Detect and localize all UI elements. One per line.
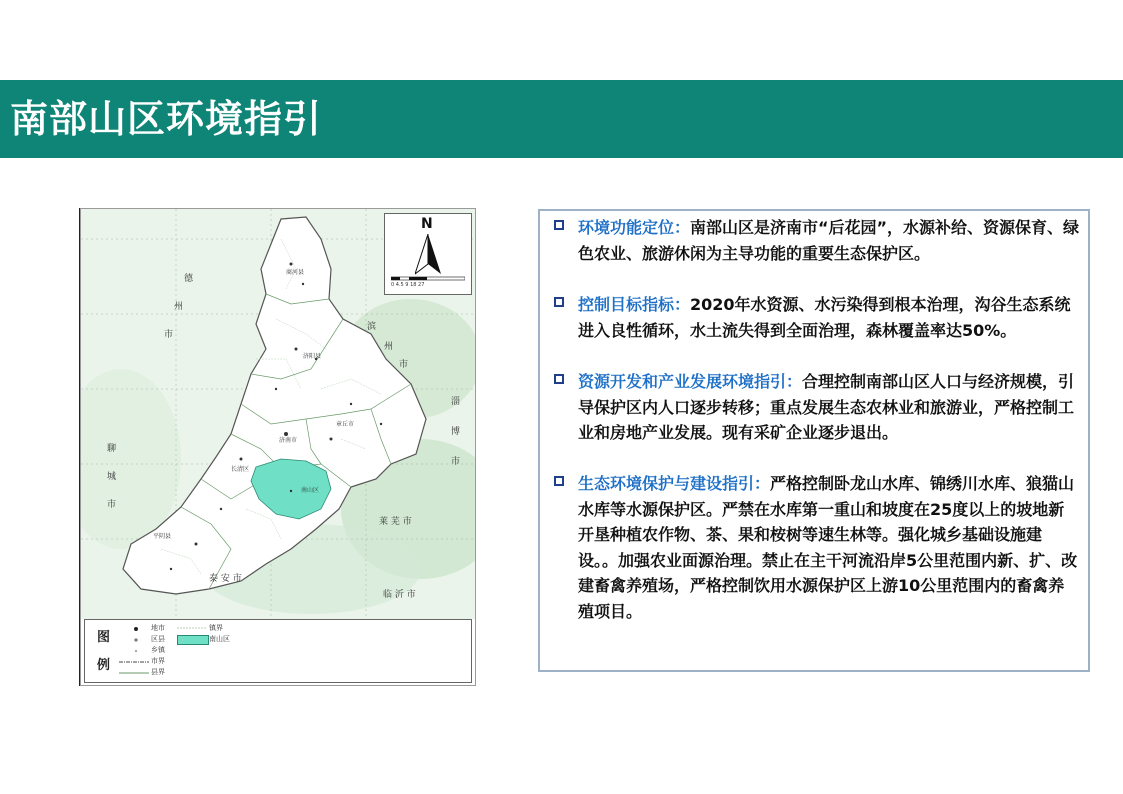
map-legend: [84, 619, 472, 683]
info-body-3: 合理控制南部山区人口与经济规模，引导保护区内人口逐步转移；重点发展生态农林业和旅游业，严格控制工业和房地产业发展。现有采矿企业逐步退出。: [578, 372, 1075, 442]
map-label-laiwu: 莱 芜 市: [379, 517, 412, 527]
page-title: 南部山区环境指引: [10, 97, 323, 141]
info-body-2: 2020年水资源、水污染得到根本治理，沟谷生态系统进入良性循环，水土流失得到全面治理，森林覆盖率达50%。: [578, 295, 1071, 340]
info-heading-2: 控制目标指标：: [578, 295, 691, 314]
info-heading-4: 生态环境保护与建设指引：: [578, 474, 771, 493]
legend-nanshan-swatch: [177, 635, 209, 645]
square-bullet-icon: [554, 297, 564, 307]
legend-town-border-icon: [177, 626, 207, 630]
info-heading-1: 环境功能定位：: [578, 218, 691, 237]
legend-title-a: 图: [97, 630, 111, 645]
map-label-zibo-2: 博: [451, 427, 461, 437]
map-label-dezhou-1: 德: [184, 274, 194, 284]
info-item-4: [548, 471, 1080, 624]
legend-city-icon: [133, 626, 139, 632]
info-body-4: 严格控制卧龙山水库、锦绣川水库、狼猫山水库等水源保护区。严禁在水库第一重山和坡度在25度以上的坡地新开垦种植农作物、茶、果和桉树等速生林等。强化城乡基础设施建设。。加强农业面源治理。禁止在主干河流沿岸5公里范围内新、扩、改建畜禽养殖场，严格控制饮用水源保护区上游10公里范围内的畜禽养殖项目。: [578, 474, 1078, 621]
info-item-3: [548, 369, 1080, 446]
north-arrow-box: [384, 213, 472, 295]
legend-district-icon: [133, 637, 139, 643]
map-label-jiyang: 济阳县: [303, 353, 322, 360]
map-label-shanghe: 商河县: [286, 269, 305, 276]
square-bullet-icon: [554, 220, 564, 230]
legend-town-border: 镇界: [209, 624, 223, 632]
info-item-2: [548, 292, 1080, 343]
map-label-liaocheng-1: 聊: [107, 444, 117, 454]
info-body-1: 南部山区是济南市“后花园”，水源补给、资源保育、绿色农业、旅游休闲为主导功能的重要生态保护区。: [578, 218, 1080, 263]
legend-nanshan: 南山区: [209, 635, 230, 643]
legend-city: 地市: [151, 624, 165, 632]
info-item-1: [548, 215, 1080, 266]
map-label-jinan: 济南市: [279, 437, 298, 444]
legend-county-border: 县界: [151, 668, 165, 676]
legend-town: 乡镇: [151, 646, 165, 654]
map-label-liaocheng-2: 城: [107, 472, 117, 482]
map-label-linyi: 临 沂 市: [383, 590, 416, 600]
map-label-liaocheng-3: 市: [107, 500, 117, 510]
info-panel: [538, 209, 1090, 672]
square-bullet-icon: [554, 374, 564, 384]
legend-county-border-icon: [119, 671, 149, 675]
map-label-binzhou-2: 州: [384, 342, 394, 352]
map-label-zhangqiu: 章丘市: [336, 421, 355, 428]
legend-town-icon: [133, 648, 139, 654]
legend-district: 区县: [151, 635, 165, 643]
map-label-pingyin: 平阴县: [153, 533, 172, 540]
legend-city-border: 市界: [151, 657, 165, 665]
map-label-dezhou-3: 市: [164, 330, 174, 340]
legend-city-border-icon: [119, 660, 149, 664]
legend-title-b: 例: [97, 658, 111, 673]
scale-bar-label: 0 4.5 9 18 27: [391, 282, 425, 288]
map-label-binzhou-3: 市: [399, 360, 409, 370]
map-label-taian: 泰 安 市: [209, 574, 242, 584]
title-bar: [0, 80, 1123, 158]
info-heading-3: 资源开发和产业发展环境指引：: [578, 372, 803, 391]
north-label: N: [421, 216, 433, 232]
map-label-dezhou-2: 州: [174, 302, 184, 312]
map-label-zibo-3: 市: [451, 457, 461, 467]
north-arrow-icon: [415, 234, 441, 276]
square-bullet-icon: [554, 476, 564, 486]
map-label-binzhou-1: 滨: [367, 322, 377, 332]
map-label-changqing: 长清区: [231, 466, 250, 473]
map-label-zibo-1: 淄: [451, 397, 461, 407]
scale-bar-icon: [391, 276, 465, 281]
region-map: [80, 208, 476, 686]
map-label-nanshan: 南山区: [301, 487, 320, 494]
